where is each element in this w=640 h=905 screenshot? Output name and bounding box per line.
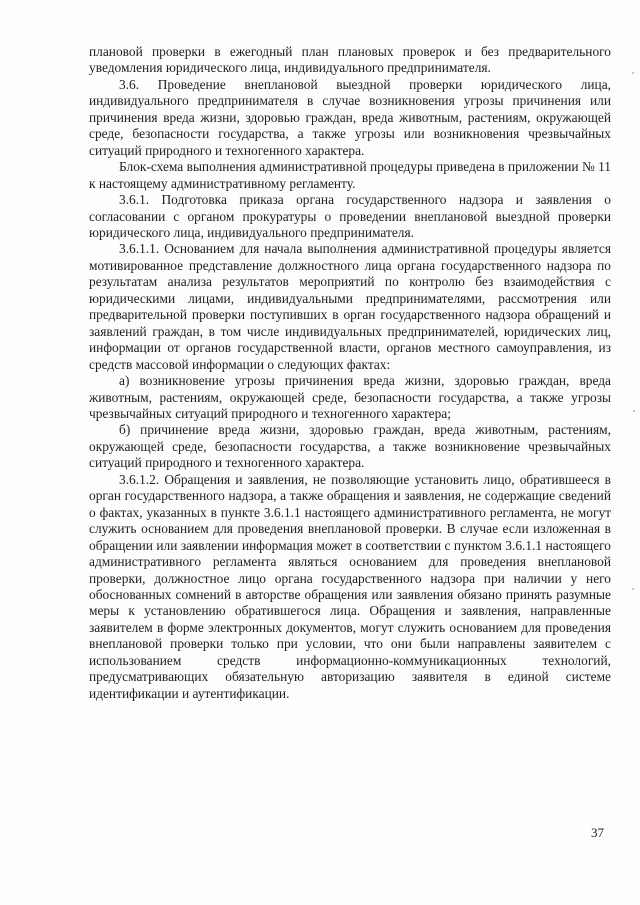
- paragraph-item-b: б) причинение вреда жизни, здоровью граждан, вреда животным, растениям, окружающей среде, безопасности государства, а также возникновение чрезвычайных ситуаций природного и техногенного характера.: [89, 422, 611, 471]
- page-number: 37: [591, 825, 604, 840]
- scan-artifact: [632, 72, 634, 74]
- paragraph-3-6-1-1: 3.6.1.1. Основанием для начала выполнения административной процедуры является мотивированное представление должностного лица органа государственного надзора по результатам анализа результатов мероприятий по контролю без взаимодействия с юридическими лицами, индивидуальными предпринимателями, рассмотрения или предварительной проверки поступивших в орган государственного надзора обращений и заявлений граждан, в том числе индивидуальных предпринимателей, юридических лиц, информации от органов государственной власти, органов местного самоуправления, из средств массовой информации о следующих фактах:: [89, 241, 611, 372]
- scan-artifact: [633, 410, 635, 412]
- scan-artifact: [632, 588, 634, 590]
- paragraph-3-6: 3.6. Проведение внеплановой выездной проверки юридического лица, индивидуального предпринимателя в случае возникновения угрозы причинения или причинения вреда жизни, здоровью граждан, вреда животным, растениям, окружающей среде, безопасности государства, а также угрозы или возникновения чрезвычайных ситуаций природного и техногенного характера.: [89, 76, 611, 158]
- document-body: [89, 44, 611, 702]
- paragraph-item-a: а) возникновение угрозы причинения вреда жизни, здоровью граждан, вреда животным, растениям, окружающей среде, безопасности государства, а также угрозы чрезвычайных ситуаций природного и техногенного характера;: [89, 373, 611, 421]
- paragraph-3-6-1-2: 3.6.1.2. Обращения и заявления, не позволяющие установить лицо, обратившееся в орган государственного надзора, а также обращения и заявления, не содержащие сведений о фактах, указанных в пункте 3.6.1.1 настоящего административного регламента, не могут служить основанием для проведения внеплановой проверки. В случае если изложенная в обращении или заявлении информация может в соответствии с пунктом 3.6.1.1 настоящего административного регламента являться основанием для проведения внеплановой проверки, должностное лицо органа государственного надзора при наличии у него обоснованных сомнений в авторстве обращения или заявления обязано принять разумные меры к установлению обратившегося лица. Обращения и заявления, направленные заявителем в форме электронных документов, могут служить основанием для проведения внеплановой проверки только при условии, что они были направлены заявителем с использованием средств информационно-коммуникационных технологий, предусматривающих обязательную авторизацию заявителя в единой системе идентификации и аутентификации.: [89, 471, 611, 701]
- paragraph-block-scheme: Блок-схема выполнения административной процедуры приведена в приложении № 11 к настоящему административному регламенту.: [89, 159, 611, 191]
- paragraph-continuation: плановой проверки в ежегодный план плановых проверок и без предварительного уведомления юридического лица, индивидуального предпринимателя.: [89, 44, 611, 76]
- paragraph-3-6-1: 3.6.1. Подготовка приказа органа государственного надзора и заявления о согласовании с органом прокуратуры о проведении внеплановой выездной проверки юридического лица, индивидуального предпринимателя.: [89, 192, 611, 240]
